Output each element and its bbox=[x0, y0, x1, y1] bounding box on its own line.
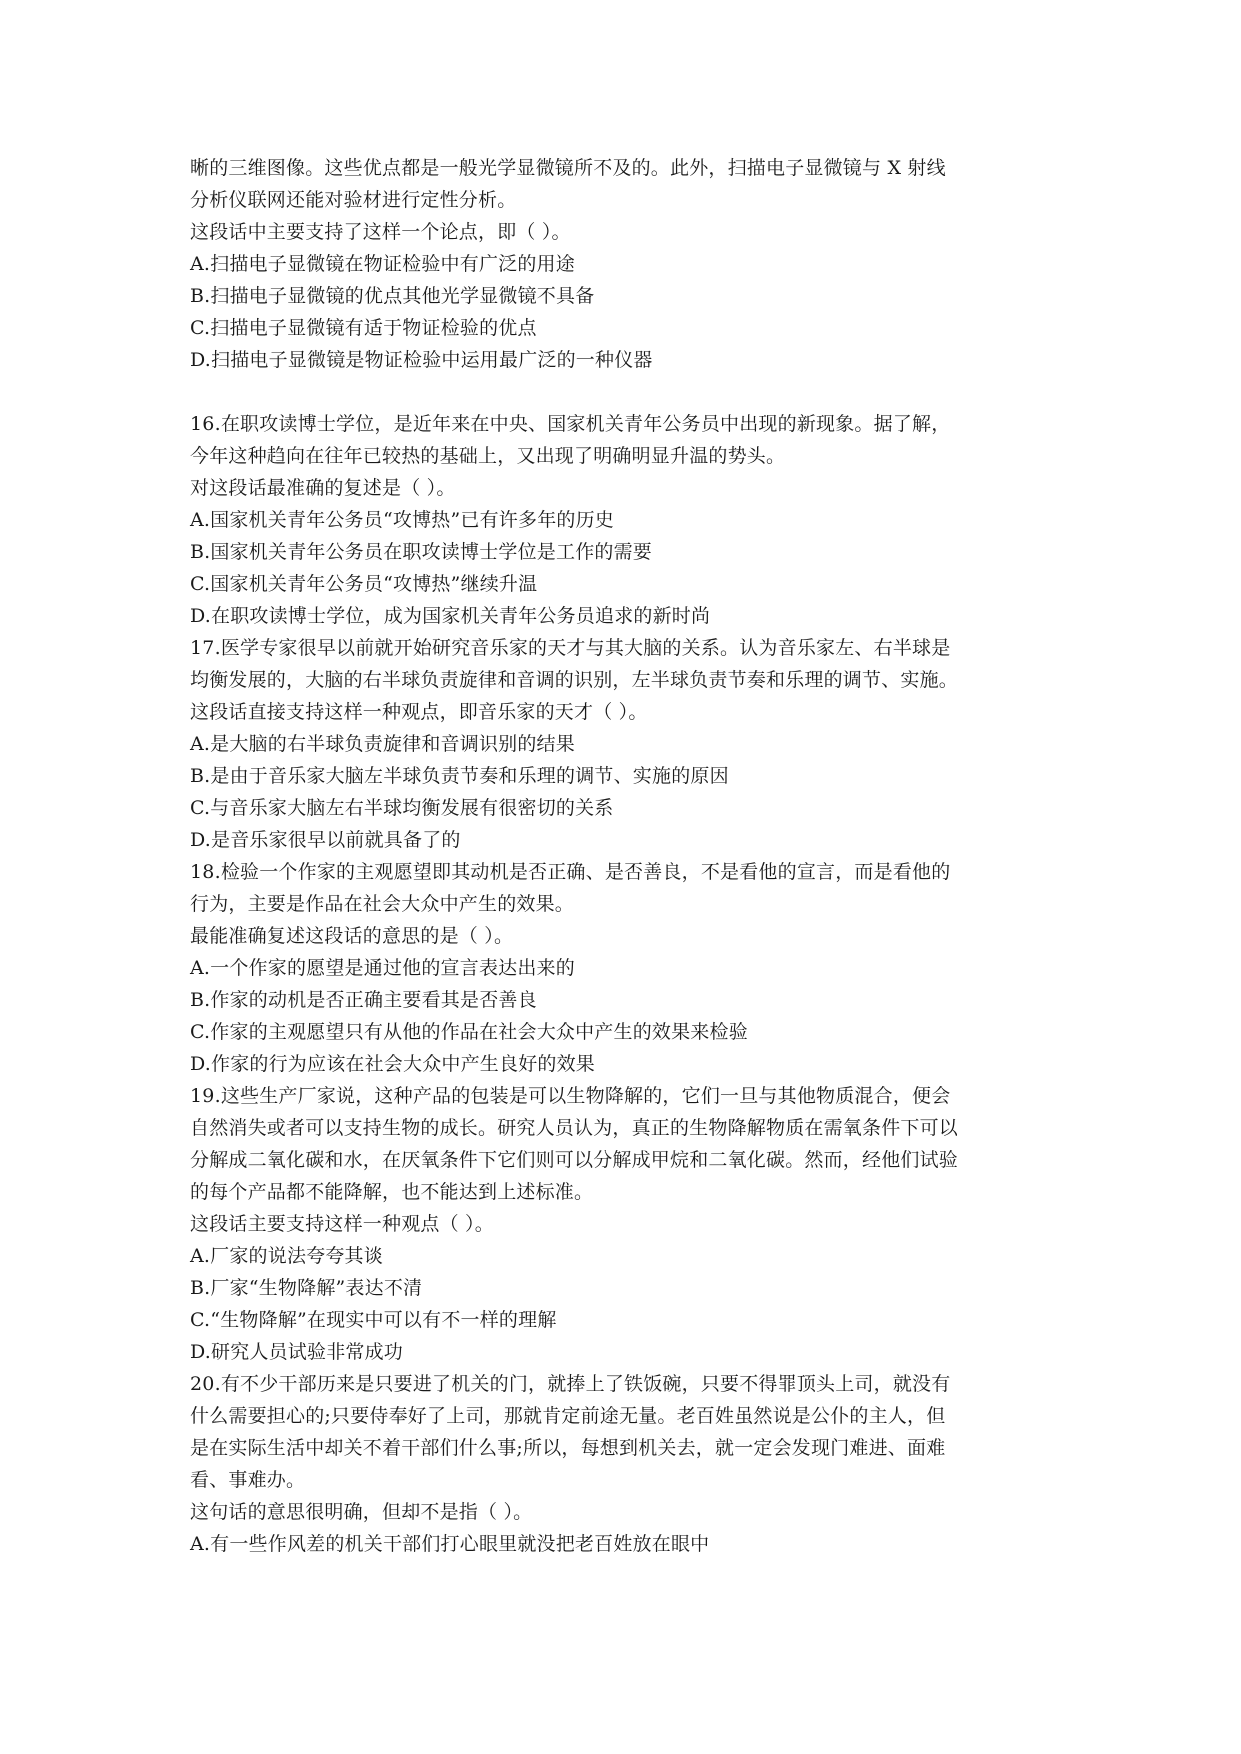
document-body bbox=[190, 152, 1070, 1560]
paragraph-line: 自然消失或者可以支持生物的成长。研究人员认为，真正的生物降解物质在需氧条件下可以 bbox=[190, 1117, 959, 1139]
question-prompt: 这段话主要支持这样一种观点（ ）。 bbox=[190, 1213, 494, 1235]
paragraph-line: 18.检验一个作家的主观愿望即其动机是否正确、是否善良，不是看他的宣言，而是看他的 bbox=[190, 861, 951, 883]
option-c: C.“生物降解”在现实中可以有不一样的理解 bbox=[190, 1309, 557, 1331]
option-a: A.国家机关青年公务员“攻博热”已有许多年的历史 bbox=[190, 509, 614, 531]
question-17 bbox=[190, 632, 1070, 856]
blank-line bbox=[190, 376, 1070, 408]
option-c: C.与音乐家大脑左右半球均衡发展有很密切的关系 bbox=[190, 797, 614, 819]
question-prompt: 对这段话最准确的复述是（ ）。 bbox=[190, 477, 456, 499]
paragraph-line: 晰的三维图像。这些优点都是一般光学显微镜所不及的。此外，扫描电子显微镜与 X 射线 bbox=[190, 157, 946, 179]
option-c: C.国家机关青年公务员“攻博热”继续升温 bbox=[190, 573, 538, 595]
question-15-continuation bbox=[190, 152, 1070, 376]
paragraph-line: 19.这些生产厂家说，这种产品的包装是可以生物降解的，它们一旦与其他物质混合，便会 bbox=[190, 1085, 951, 1107]
paragraph-line: 20.有不少干部历来是只要进了机关的门，就捧上了铁饭碗，只要不得罪顶头上司，就没有 bbox=[190, 1373, 951, 1395]
question-20 bbox=[190, 1368, 1070, 1560]
paragraph-line: 16.在职攻读博士学位，是近年来在中央、国家机关青年公务员中出现的新现象。据了解， bbox=[190, 413, 951, 435]
option-d: D.在职攻读博士学位，成为国家机关青年公务员追求的新时尚 bbox=[190, 605, 711, 627]
option-a: A.是大脑的右半球负责旋律和音调识别的结果 bbox=[190, 733, 575, 755]
paragraph-line: 分解成二氧化碳和水，在厌氧条件下它们则可以分解成甲烷和二氧化碳。然而，经他们试验 bbox=[190, 1149, 959, 1171]
option-b: B.作家的动机是否正确主要看其是否善良 bbox=[190, 989, 537, 1011]
paragraph-line: 今年这种趋向在往年已较热的基础上，又出现了明确明显升温的势头。 bbox=[190, 445, 786, 467]
paragraph-line: 什么需要担心的;只要侍奉好了上司，那就肯定前途无量。老百姓虽然说是公仆的主人，但 bbox=[190, 1405, 946, 1427]
paragraph-line: 行为，主要是作品在社会大众中产生的效果。 bbox=[190, 893, 575, 915]
option-b: B.国家机关青年公务员在职攻读博士学位是工作的需要 bbox=[190, 541, 653, 563]
paragraph-line: 看、事难办。 bbox=[190, 1469, 306, 1491]
option-c: C.作家的主观愿望只有从他的作品在社会大众中产生的效果来检验 bbox=[190, 1021, 748, 1043]
option-a: A.一个作家的愿望是通过他的宣言表达出来的 bbox=[190, 957, 575, 979]
question-prompt: 这段话中主要支持了这样一个论点，即（ ）。 bbox=[190, 221, 571, 243]
question-prompt: 这句话的意思很明确，但却不是指（ ）。 bbox=[190, 1501, 533, 1523]
option-b: B.是由于音乐家大脑左半球负责节奏和乐理的调节、实施的原因 bbox=[190, 765, 729, 787]
option-a: A.扫描电子显微镜在物证检验中有广泛的用途 bbox=[190, 253, 575, 275]
option-a: A.厂家的说法夸夸其谈 bbox=[190, 1245, 383, 1267]
paragraph-line: 分析仪联网还能对验材进行定性分析。 bbox=[190, 189, 517, 211]
question-prompt: 最能准确复述这段话的意思的是（ ）。 bbox=[190, 925, 514, 947]
option-b: B.厂家“生物降解”表达不清 bbox=[190, 1277, 423, 1299]
question-prompt: 这段话直接支持这样一种观点，即音乐家的天才（ ）。 bbox=[190, 701, 648, 723]
paragraph-line: 是在实际生活中却关不着干部们什么事;所以，每想到机关去，就一定会发现门难进、面难 bbox=[190, 1437, 946, 1459]
paragraph-line: 17.医学专家很早以前就开始研究音乐家的天才与其大脑的关系。认为音乐家左、右半球是 bbox=[190, 637, 951, 659]
option-b: B.扫描电子显微镜的优点其他光学显微镜不具备 bbox=[190, 285, 595, 307]
question-18 bbox=[190, 856, 1070, 1080]
option-d: D.扫描电子显微镜是物证检验中运用最广泛的一种仪器 bbox=[190, 349, 653, 371]
option-d: D.研究人员试验非常成功 bbox=[190, 1341, 403, 1363]
option-d: D.作家的行为应该在社会大众中产生良好的效果 bbox=[190, 1053, 595, 1075]
option-d: D.是音乐家很早以前就具备了的 bbox=[190, 829, 461, 851]
question-19 bbox=[190, 1080, 1070, 1368]
question-16 bbox=[190, 408, 1070, 632]
paragraph-line: 的每个产品都不能降解，也不能达到上述标准。 bbox=[190, 1181, 594, 1203]
paragraph-line: 均衡发展的，大脑的右半球负责旋律和音调的识别，左半球负责节奏和乐理的调节、实施。 bbox=[190, 669, 959, 691]
option-c: C.扫描电子显微镜有适于物证检验的优点 bbox=[190, 317, 537, 339]
option-a: A.有一些作风差的机关干部们打心眼里就没把老百姓放在眼中 bbox=[190, 1533, 710, 1555]
